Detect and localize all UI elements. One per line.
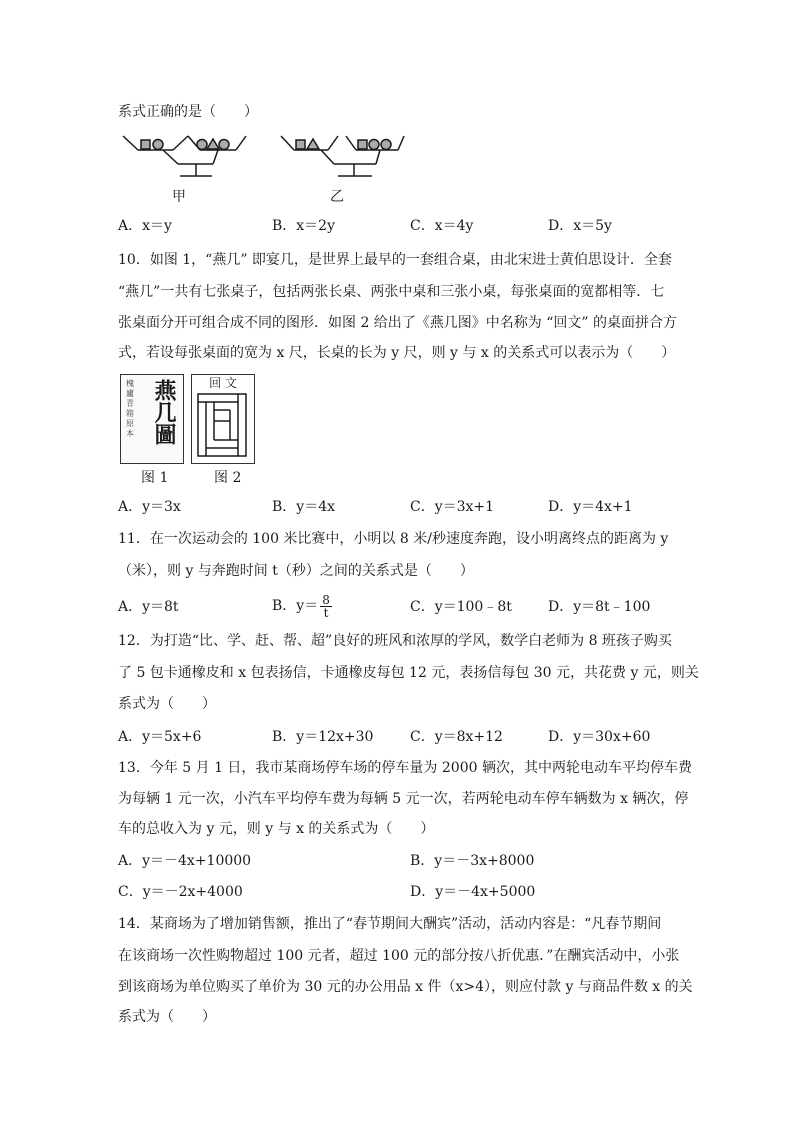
fig1-small-char: 廬	[126, 389, 134, 398]
q12-line-2: 了 5 包卡通橡皮和 x 包表扬信，卡通橡皮每包 12 元，表扬信每包 30 元，共花费 y 元，则关	[118, 665, 699, 681]
huiwen-layout	[197, 393, 247, 457]
q11-option-d[interactable]: D．y＝8t﹣100	[548, 599, 651, 615]
q10-line-3: 张桌面分开可组合成不同的图形．如图 2 给出了《燕几图》中名称为 “回文” 的桌面拼合方	[118, 315, 678, 331]
q14-line-4: 系式为（ ）	[118, 1009, 216, 1025]
figure-1-label: 图 1	[141, 470, 169, 486]
q14-line-2: 在该商场一次性购物超过 100 元者，超过 100 元的部分按八折优惠．”在酬宾活动中，小张	[118, 948, 680, 964]
q10-option-d[interactable]: D．y＝4x+1	[548, 499, 633, 515]
figure-label-yi: 乙	[330, 189, 344, 205]
q12-line-3: 系式为（ ）	[118, 696, 216, 712]
fig1-small-char: 箱	[126, 409, 134, 418]
q12-option-d[interactable]: D．y＝30x+60	[548, 729, 651, 745]
q10-line-4: 式，若设每张桌面的宽为 x 尺，长桌的长为 y 尺，则 y 与 x 的关系式可以表示为（ ）	[118, 345, 676, 361]
q13-line-2: 为每辆 1 元一次，小汽车平均停车费为每辆 5 元一次，若两轮电动车停车辆数为 x 辆次，停	[118, 791, 689, 807]
q11-line-2: （米），则 y 与奔跑时间 t（秒）之间的关系式是（ ）	[118, 563, 474, 579]
balance-jia	[123, 136, 246, 176]
q13-line-1: 13．今年 5 月 1 日，我市某商场停车场的停车量为 2000 辆次，其中两轮电动车平均停车费	[118, 760, 692, 776]
q12-option-c[interactable]: C．y＝8x+12	[410, 729, 503, 745]
figure-2-label: 图 2	[214, 470, 242, 486]
fig2-title: 回 文	[209, 376, 237, 390]
balance-yi	[281, 136, 404, 176]
q11-option-a[interactable]: A．y＝8t	[118, 599, 179, 615]
q9-question-tail: 系式正确的是（ ）	[118, 104, 258, 120]
q10-line-2: “燕几”一共有七张桌子，包括两张长桌、两张中桌和三张小桌，每张桌面的宽都相等．七	[118, 284, 665, 300]
q13-option-a[interactable]: A．y＝－4x+10000	[118, 853, 252, 869]
q12-line-1: 12．为打造“比、学、赶、帮、超”良好的班风和浓厚的学风，数学白老师为 8 班孩子购买	[118, 633, 672, 649]
q9-option-b[interactable]: B．x＝2y	[272, 218, 335, 234]
balance-figures	[118, 128, 408, 188]
q13-option-d[interactable]: D．y＝－4x+5000	[410, 884, 536, 900]
q12-option-a[interactable]: A．y＝5x+6	[118, 729, 202, 745]
q10-option-c[interactable]: C．y＝3x+1	[410, 499, 495, 515]
q9-option-d[interactable]: D．x＝5y	[548, 218, 612, 234]
fig1-small-char: 青	[126, 399, 134, 408]
fig1-small-char: 槐	[126, 379, 134, 388]
fig1-small-char: 本	[126, 429, 134, 438]
fig1-title: 燕几圖	[151, 379, 177, 445]
q13-option-c[interactable]: C．y＝－2x+4000	[118, 884, 243, 900]
q11-option-b-prefix: B．y＝	[272, 598, 319, 614]
figure-2-huiwen	[191, 374, 255, 464]
q14-line-3: 到该商场为单位购买了单价为 30 元的办公用品 x 件（x>4），则应付款 y 与商品件数 x 的关	[118, 979, 693, 995]
figure-label-jia: 甲	[172, 189, 186, 205]
q14-line-1: 14．某商场为了增加销售额，推出了“春节期间大酬宾”活动，活动内容是：“凡春节期间	[118, 916, 662, 932]
q13-option-b[interactable]: B．y＝－3x+8000	[410, 853, 535, 869]
fig1-small-char: 原	[126, 419, 134, 428]
fraction-numerator: 8	[322, 592, 330, 607]
figure-1-book-cover	[120, 374, 184, 464]
q11-line-1: 11．在一次运动会的 100 米比赛中，小明以 8 米/秒速度奔跑，设小明离终点的距离为 y	[118, 531, 669, 547]
q9-option-c[interactable]: C．x＝4y	[410, 218, 474, 234]
q13-line-3: 车的总收入为 y 元，则 y 与 x 的关系式为（ ）	[118, 821, 435, 837]
fraction	[320, 594, 332, 619]
fraction-denominator: t	[323, 605, 329, 620]
q12-option-b[interactable]: B．y＝12x+30	[272, 729, 374, 745]
q10-option-b[interactable]: B．y＝4x	[272, 499, 335, 515]
q10-option-a[interactable]: A．y＝3x	[118, 499, 181, 515]
q11-option-b[interactable]	[272, 588, 332, 624]
q9-option-a[interactable]: A．x＝y	[118, 218, 172, 234]
q10-line-1: 10．如图 1，“燕几” 即宴几，是世界上最早的一套组合桌，由北宋进士黄伯思设计．全套	[118, 252, 672, 268]
q11-option-c[interactable]: C．y＝100﹣8t	[410, 599, 512, 615]
